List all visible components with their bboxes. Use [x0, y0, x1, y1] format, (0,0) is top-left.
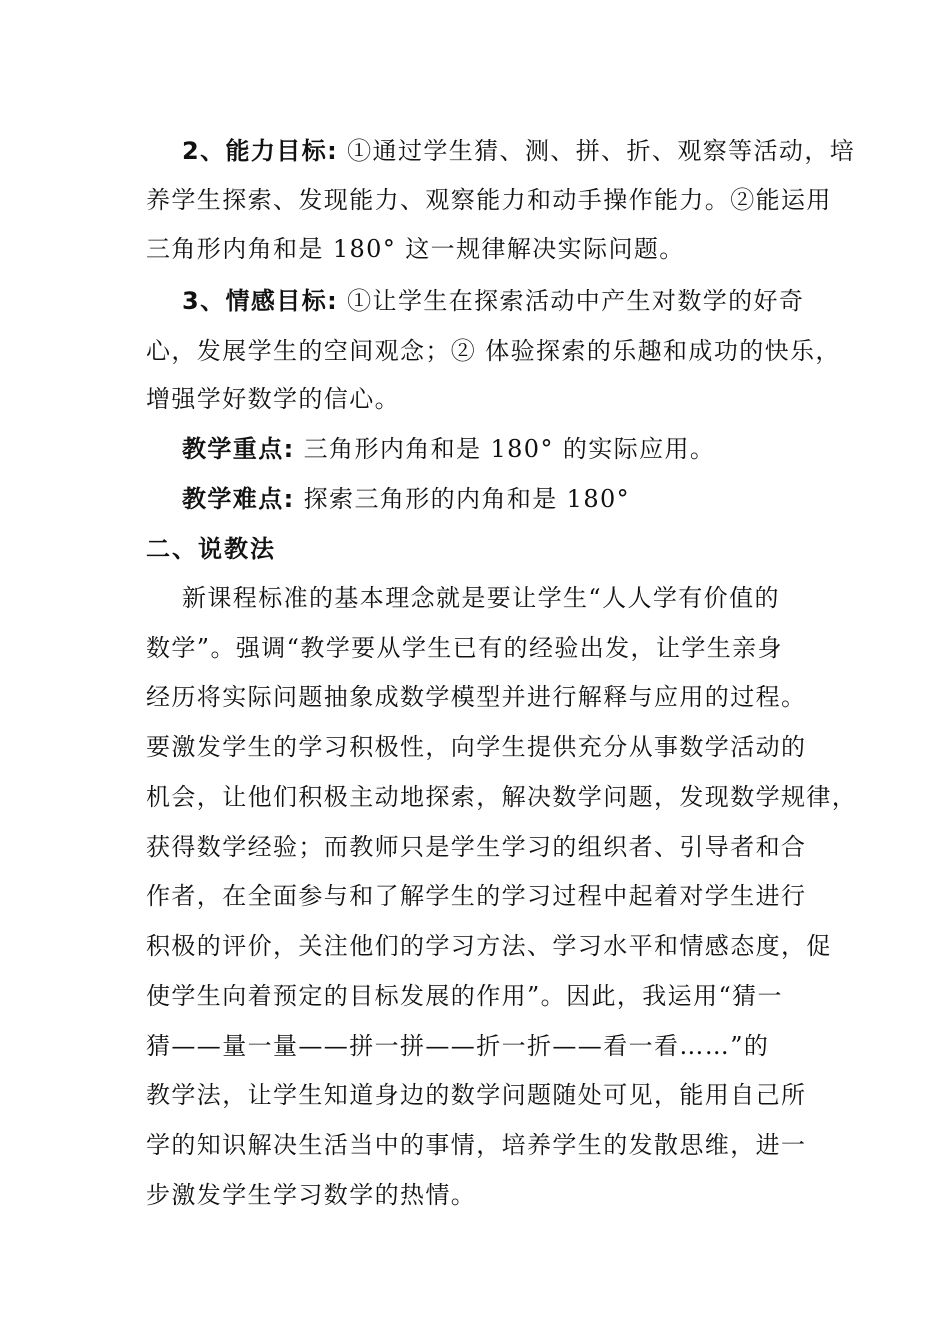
- key-point-label: 教学重点:: [182, 435, 295, 463]
- difficult-point-text: 探索三角形的内角和是 180°: [294, 485, 631, 513]
- emotion-goal-line-1: [182, 286, 862, 316]
- method-line-11: 教学法，让学生知道身边的数学问题随处可见，能用自己所: [146, 1081, 807, 1109]
- method-line-6: 获得数学经验；而教师只是学生学习的组织者、引导者和合: [146, 833, 807, 861]
- ability-goal-line-1: [182, 136, 862, 166]
- section-heading: 二、说教法: [146, 535, 276, 563]
- method-line-12: 学的知识解决生活当中的事情，培养学生的发散思维，进一: [146, 1131, 807, 1159]
- method-line-7: 作者，在全面参与和了解学生的学习过程中起着对学生进行: [146, 882, 807, 910]
- method-line-10: 猜——量一量——拼一拼——折一折——看一看……”的: [146, 1032, 770, 1060]
- key-point-text: 三角形内角和是 180° 的实际应用。: [294, 435, 716, 463]
- emotion-goal-text-1: ①让学生在探索活动中产生对数学的好奇: [338, 287, 805, 315]
- method-line-3: 经历将实际问题抽象成数学模型并进行解释与应用的过程。: [146, 683, 807, 711]
- method-line-8: 积极的评价，关注他们的学习方法、学习水平和情感态度，促: [146, 932, 832, 960]
- method-line-4: 要激发学生的学习积极性，向学生提供充分从事数学活动的: [146, 733, 807, 761]
- emotion-goal-label: 3、情感目标:: [182, 287, 339, 315]
- ability-goal-label: 2、能力目标:: [182, 137, 339, 165]
- emotion-goal-line-3: 增强学好数学的信心。: [146, 385, 400, 413]
- method-line-1: 新课程标准的基本理念就是要让学生“人人学有价值的: [182, 584, 780, 612]
- method-line-2: 数学”。强调“教学要从学生已有的经验出发，让学生亲身: [146, 634, 783, 662]
- difficult-point-label: 教学难点:: [182, 485, 295, 513]
- ability-goal-line-2: 养学生探索、发现能力、观察能力和动手操作能力。②能运用: [146, 186, 832, 214]
- key-point-line: [182, 434, 862, 464]
- method-line-9: 使学生向着预定的目标发展的作用”。因此，我运用“猜一: [146, 982, 783, 1010]
- method-line-13: 步激发学生学习数学的热情。: [146, 1181, 477, 1209]
- method-line-5: 机会，让他们积极主动地探索，解决数学问题，发现数学规律，: [146, 783, 858, 811]
- ability-goal-line-3: 三角形内角和是 180° 这一规律解决实际问题。: [146, 235, 685, 263]
- emotion-goal-line-2: 心，发展学生的空间观念；② 体验探索的乐趣和成功的快乐，: [146, 337, 841, 365]
- ability-goal-text-1: ①通过学生猜、测、拼、折、观察等活动，培: [338, 137, 856, 165]
- difficult-point-line: [182, 484, 862, 514]
